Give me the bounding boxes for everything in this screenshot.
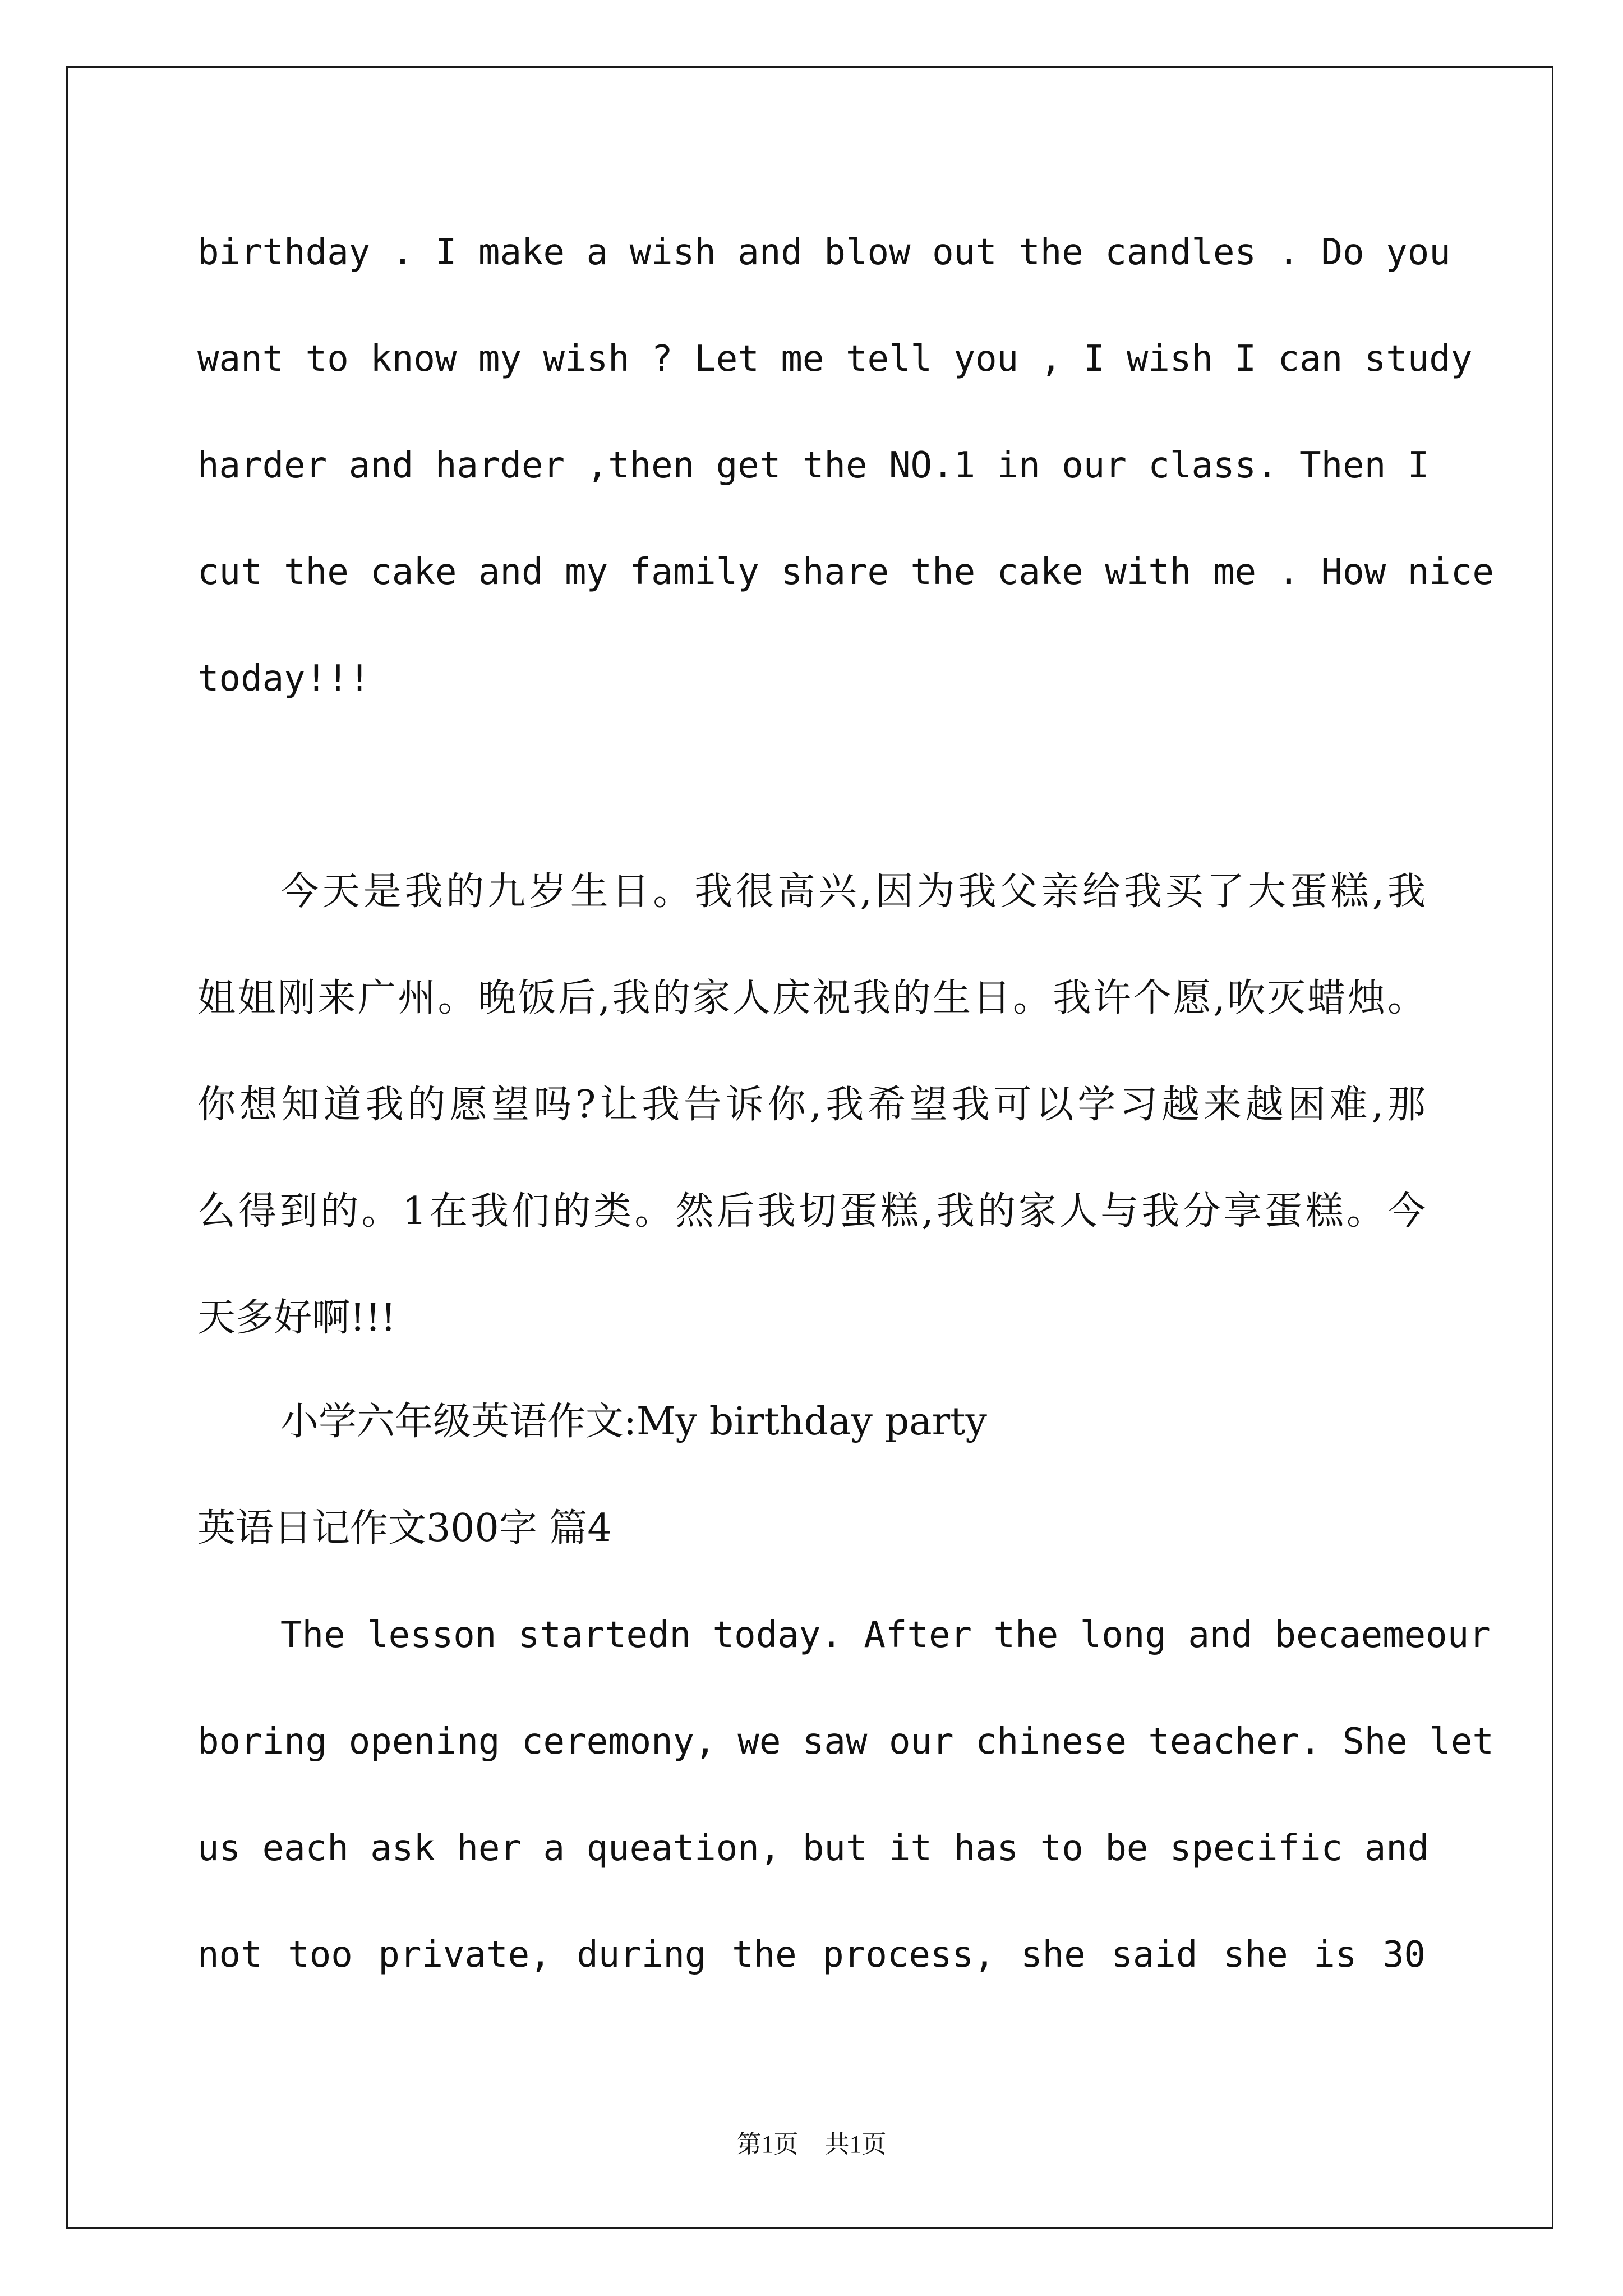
text-line: harder and harder ,then get the NO.1 in our class. Then I <box>197 445 1430 486</box>
page-number: 第1页 <box>736 2131 799 2158</box>
text-line: 天多好啊!!! <box>197 1296 396 1340</box>
page-footer <box>0 2124 1623 2160</box>
text-line: boring opening ceremony, we saw our chinese teacher. She let <box>197 1721 1494 1763</box>
text-line: want to know my wish ? Let me tell you , I wish I can study <box>197 338 1473 380</box>
text-line: not too private, during the process, she said she is 30 <box>197 1934 1426 1976</box>
section-heading: 英语日记作文300字 篇4 <box>197 1506 612 1550</box>
text-line: The lesson startedn today. After the long and becaemeour <box>280 1614 1491 1656</box>
related-title: 小学六年级英语作文:My birthday party <box>280 1400 987 1444</box>
text-line: us each ask her a queation, but it has to be specific and <box>197 1828 1430 1869</box>
text-line: 今天是我的九岁生日。我很高兴,因为我父亲给我买了大蛋糕,我 <box>280 869 1426 914</box>
text-line: birthday . I make a wish and blow out the candles . Do you <box>197 232 1451 273</box>
text-line: cut the cake and my family share the cake with me . How nice <box>197 551 1494 593</box>
total-pages: 共1页 <box>824 2131 887 2158</box>
text-line: today!!! <box>197 658 371 700</box>
text-line: 么得到的。1在我们的类。然后我切蛋糕,我的家人与我分享蛋糕。今 <box>197 1189 1426 1234</box>
page-border <box>66 66 1553 2229</box>
text-line: 你想知道我的愿望吗?让我告诉你,我希望我可以学习越来越困难,那 <box>197 1083 1426 1127</box>
text-line: 姐姐刚来广州。晚饭后,我的家人庆祝我的生日。我许个愿,吹灭蜡烛。 <box>197 976 1426 1020</box>
